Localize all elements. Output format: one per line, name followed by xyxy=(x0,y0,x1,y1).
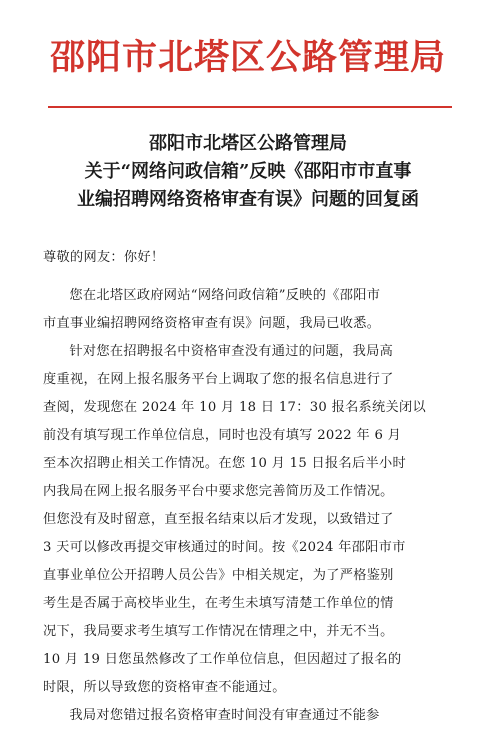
salutation: 尊敬的网友：你好！ xyxy=(43,250,165,265)
paragraph-line: 但您没有及时留意，直至报名结束以后才发现，以致错过了 xyxy=(43,512,394,527)
paragraph-3 xyxy=(43,702,455,730)
paragraph-line: 度重视，在网上报名服务平台上调取了您的报名信息进行了 xyxy=(43,372,394,387)
document-body xyxy=(43,244,455,730)
paragraph-1 xyxy=(43,282,455,338)
paragraph-line: 市直事业编招聘网络资格审查有误》问题，我局已收悉。 xyxy=(43,316,381,331)
paragraph-line: 时限，所以导致您的资格审查不能通过。 xyxy=(43,680,286,695)
paragraph-line: 3 天可以修改再提交审核通过的时间。按《2024 年邵阳市市 xyxy=(43,540,406,555)
title-line-1: 邵阳市北塔区公路管理局 xyxy=(149,133,347,154)
paragraph-line: 针对您在招聘报名中资格审查没有通过的问题，我局高 xyxy=(69,344,394,359)
paragraph-line: 查阅，发现您在 2024 年 10 月 18 日 17：30 报名系统关闭以 xyxy=(43,400,426,415)
paragraph-line: 前没有填写现工作单位信息，同时也没有填写 2022 年 6 月 xyxy=(43,428,402,443)
letterhead-title: 邵阳市北塔区公路管理局 xyxy=(49,37,446,78)
paragraph-line: 10 月 19 日您虽然修改了工作单位信息，但因超过了报名的 xyxy=(43,652,402,667)
paragraph-line: 内我局在网上报名服务平台中要求您完善简历及工作情况。 xyxy=(43,484,394,499)
paragraph-line: 况下，我局要求考生填写工作情况在情理之中，并无不当。 xyxy=(43,624,394,639)
paragraph-line: 您在北塔区政府网站“网络问政信箱”反映的《邵阳市 xyxy=(69,288,381,303)
letterhead-divider xyxy=(48,106,452,108)
paragraph-line: 直事业单位公开招聘人员公告》中相关规定，为了严格鉴别 xyxy=(43,568,394,583)
title-line-3: 业编招聘网络资格审查有误》问题的回复函 xyxy=(77,189,419,210)
title-line-2: 关于“网络问政信箱”反映《邵阳市市直事 xyxy=(84,161,412,182)
document-title xyxy=(30,130,466,214)
paragraph-line: 至本次招聘止相关工作情况。在您 10 月 15 日报名后半小时 xyxy=(43,456,406,471)
paragraph-line: 我局对您错过报名资格审查时间没有审查通过不能参 xyxy=(69,708,380,723)
paragraph-line: 考生是否属于高校毕业生，在考生未填写清楚工作单位的情 xyxy=(43,596,394,611)
paragraph-2 xyxy=(43,338,455,702)
